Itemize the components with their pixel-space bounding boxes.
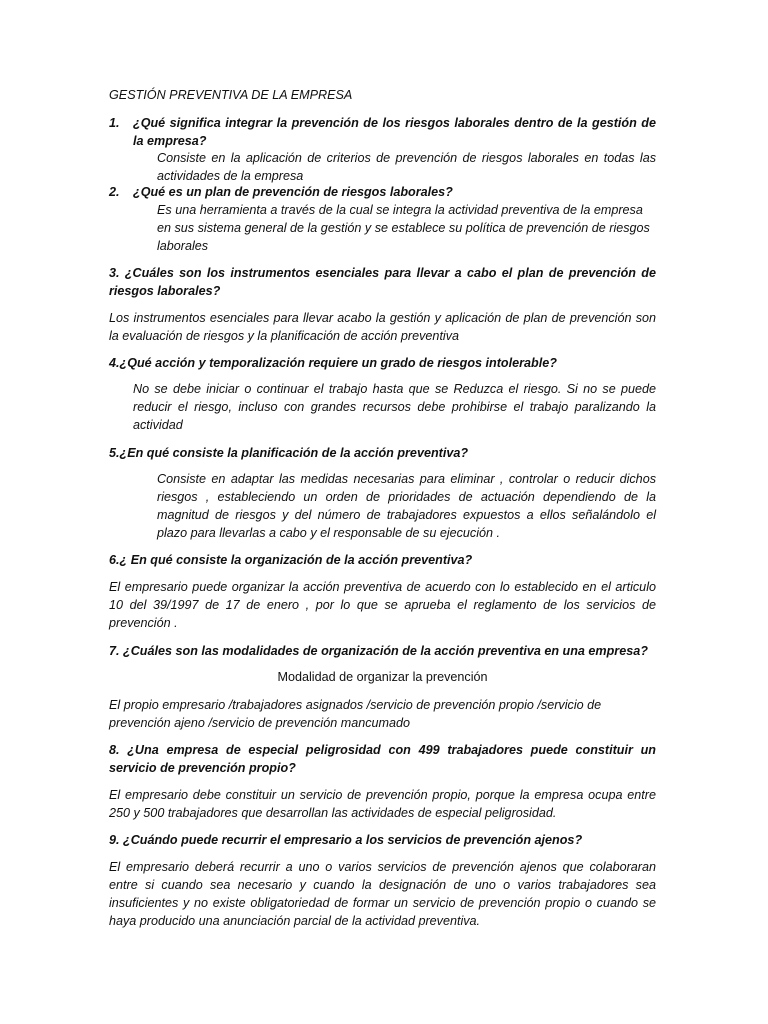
question-1-number: 1. <box>109 116 120 130</box>
question-2-number: 2. <box>109 185 120 199</box>
answer-1-text: Consiste en la aplicación de criterios de prevención de riesgos laborales en todas las actividades de la empresa <box>157 151 656 183</box>
question-4-text: 4.¿Qué acción y temporalización requiere un grado de riesgos intolerable? <box>109 356 557 370</box>
answer-6-text: El empresario puede organizar la acción preventiva de acuerdo con lo establecido en el articulo 10 del 39/1997 de 17 de enero , por lo que se aprueba el reglamento de los servicios de prevención . <box>109 580 656 630</box>
question-8-text: 8. ¿Una empresa de especial peligrosidad con 499 trabajadores puede constituir un servicio de prevención propio? <box>109 743 656 775</box>
document-title: GESTIÓN PREVENTIVA DE LA EMPRESA <box>109 88 353 102</box>
question-1-text: ¿Qué significa integrar la prevención de los riesgos laborales dentro de la gestión de la empresa? <box>133 116 656 148</box>
question-5-text: 5.¿En qué consiste la planificación de la acción preventiva? <box>109 446 469 460</box>
answer-9-text: El empresario deberá recurrir a uno o varios servicios de prevención ajenos que colaboraran entre si cuando sea necesario y cuando la designación de uno o varios trabajadores sea insuficientes y no existe obligatoriedad de formar un servicio de prevención propio o cuando se haya producido una anunciación parcial de la actividad preventiva. <box>109 860 656 928</box>
question-6-text: 6.¿ En qué consiste la organización de la acción preventiva? <box>109 553 473 567</box>
question-7-text: 7. ¿Cuáles son las modalidades de organización de la acción preventiva en una empresa? <box>109 644 648 658</box>
answer-8-text: El empresario debe constituir un servicio de prevención propio, porque la empresa ocupa entre 250 y 500 trabajadores que desarrollan las actividades de especial peligrosidad. <box>109 788 656 820</box>
question-9-text: 9. ¿Cuándo puede recurrir el empresario a los servicios de prevención ajenos? <box>109 833 583 847</box>
answer-3-text: Los instrumentos esenciales para llevar acabo la gestión y aplicación de plan de prevención son la evaluación de riesgos y la planificación de acción preventiva <box>109 311 656 343</box>
answer-5-text: Consiste en adaptar las medidas necesarias para eliminar , controlar o reducir dichos riesgos , estableciendo un orden de prioridades de actuación dependiendo de la magnitud de riesgos y del número de trabajadores expuestos a ellos señalándolo el plazo para llevarlas a cabo y el responsable de su ejecución . <box>157 472 656 540</box>
answer-7-text: El propio empresario /trabajadores asignados /servicio de prevención propio /servicio de prevención ajeno /servicio de prevención mancumado <box>109 698 602 730</box>
answer-4-text: No se debe iniciar o continuar el trabajo hasta que se Reduzca el riesgo. Si no se puede reducir el riesgo, incluso con grandes recursos debe prohibirse el trabajo paralizando la actividad <box>133 382 656 432</box>
answer-2-text: Es una herramienta a través de la cual se integra la actividad preventiva de la empresa en sus sistema general de la gestión y se establece su política de prevención de riesgos laborales <box>157 203 650 253</box>
question-7-subheading: Modalidad de organizar la prevención <box>277 670 488 684</box>
question-3-text: 3. ¿Cuáles son los instrumentos esenciales para llevar a cabo el plan de prevención de riesgos laborales? <box>109 266 656 298</box>
question-2-text: ¿Qué es un plan de prevención de riesgos laborales? <box>133 185 453 199</box>
